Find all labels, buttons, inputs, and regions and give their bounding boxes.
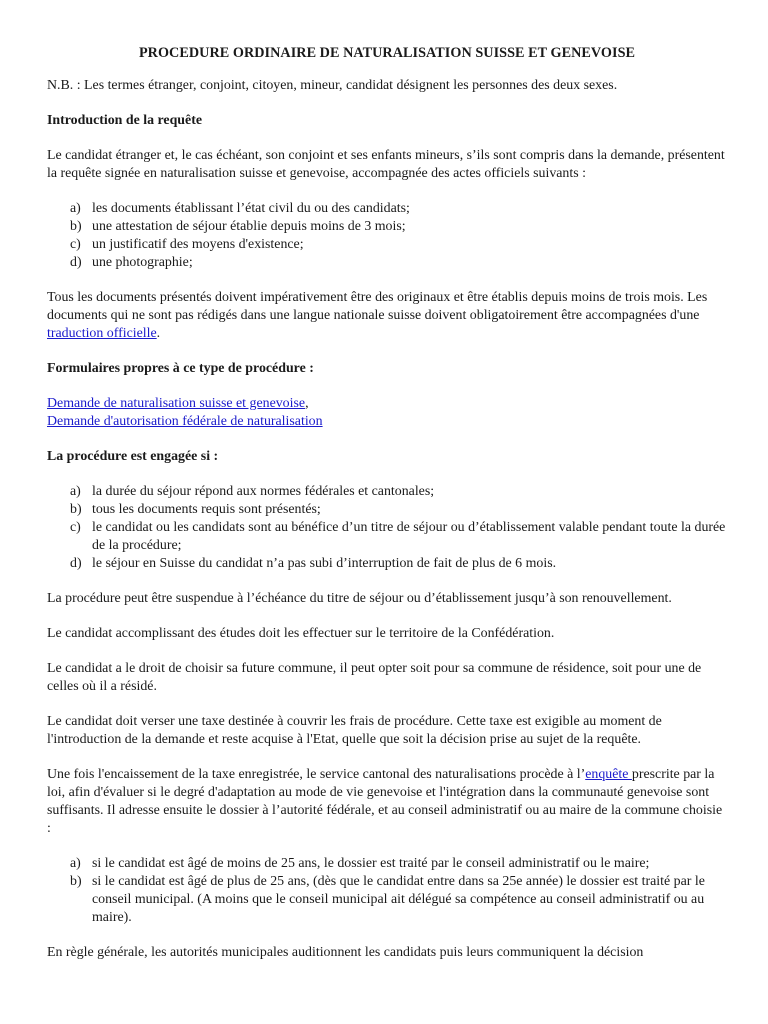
list-item-text: les documents établissant l’état civil du ou des candidats; [92, 201, 410, 216]
list-marker: c) [70, 237, 81, 252]
list-marker: b) [70, 874, 82, 889]
intro-heading: Introduction de la requête [47, 113, 202, 128]
list-marker: b) [70, 219, 82, 234]
list-item [47, 200, 727, 218]
list-item [47, 236, 727, 254]
list-item [47, 519, 727, 555]
document-title: PROCEDURE ORDINAIRE DE NATURALISATION SUISSE ET GENEVOISE [138, 45, 636, 61]
list-item-text: une photographie; [92, 255, 193, 270]
list-item [47, 855, 727, 873]
age-list [47, 855, 727, 927]
list-item-text: le séjour en Suisse du candidat n’a pas subi d’interruption de fait de plus de 6 mois. [92, 556, 557, 571]
list-marker: d) [70, 556, 82, 571]
list-marker: c) [70, 520, 81, 535]
demande-autorisation-federale-link[interactable]: Demande d'autorisation fédérale de naturalisation [47, 414, 323, 429]
documents-end: . [156, 326, 161, 341]
list-item-text: si le candidat est âgé de moins de 25 ans, le dossier est traité par le conseil administratif ou le maire; [92, 856, 650, 871]
commune-paragraph: Le candidat a le droit de choisir sa future commune, il peut opter soit pour sa commune de résidence, soit pour une de celles où il a résidé. [47, 661, 702, 694]
suspend-paragraph: La procédure peut être suspendue à l’échéance du titre de séjour ou d’établissement jusqu’à son renouvellement. [47, 591, 672, 606]
enquete-link[interactable]: enquête [585, 767, 632, 782]
list-marker: d) [70, 255, 82, 270]
form-link-row [47, 413, 727, 431]
documents-text: Tous les documents présentés doivent impérativement être des originaux et être établis depuis moins de trois mois. Les documents qui ne sont pas rédigés dans une langue nationale suisse doivent obligatoirement être accompagnées d'une [47, 290, 708, 323]
list-marker: a) [70, 484, 81, 499]
enquete-text-before: Une fois l'encaissement de la taxe enregistrée, le service cantonal des naturalisations procède à l’ [47, 767, 586, 782]
conditions-list [47, 483, 727, 573]
documents-paragraph [47, 289, 727, 343]
studies-paragraph: Le candidat accomplissant des études doit les effectuer sur le territoire de la Confédération. [47, 626, 555, 641]
intro-paragraph: Le candidat étranger et, le cas échéant, son conjoint et ses enfants mineurs, s’ils sont compris dans la demande, présentent la requête signée en naturalisation suisse et genevoise, accompagnée des actes officiels suivants : [47, 148, 725, 181]
list-item [47, 254, 727, 272]
list-item-text: une attestation de séjour établie depuis moins de 3 mois; [92, 219, 406, 234]
list-item-text: si le candidat est âgé de plus de 25 ans, (dès que le candidat entre dans sa 25e année) le dossier est traité par le conseil municipal. (A moins que le conseil municipal ait délégué sa compétence au conseil administratif ou au maire). [92, 874, 705, 925]
taxe-paragraph: Le candidat doit verser une taxe destinée à couvrir les frais de procédure. Cette taxe est exigible au moment de l'introduction de la demande et reste acquise à l'Etat, quelle que soit la décision prise au sujet de la requête. [47, 714, 662, 747]
form-link-row [47, 395, 727, 413]
list-marker: b) [70, 502, 82, 517]
list-item-text: la durée du séjour répond aux normes fédérales et cantonales; [92, 484, 435, 499]
link-separator: , [305, 396, 309, 411]
enquete-paragraph [47, 766, 727, 838]
required-documents-list [47, 200, 727, 272]
demande-naturalisation-link[interactable]: Demande de naturalisation suisse et genevoise [47, 396, 306, 411]
enquete-text-after: prescrite par la loi, afin d'évaluer si le degré d'adaptation au mode de vie genevoise et l'intégration dans la communauté genevoise sont suffisants. Il adresse ensuite le dossier à l’autorité fédérale, et au conseil administratif ou au maire de la commune choisie : [47, 767, 723, 836]
list-item [47, 501, 727, 519]
list-item-text: le candidat ou les candidats sont au bénéfice d’un titre de séjour ou d’établissement valable pendant toute la durée de la procédure; [92, 520, 726, 553]
list-item-text: un justificatif des moyens d'existence; [92, 237, 304, 252]
list-marker: a) [70, 856, 81, 871]
forms-heading: Formulaires propres à ce type de procédure : [47, 361, 314, 376]
final-paragraph: En règle générale, les autorités municipales auditionnent les candidats puis leurs communiquent la décision [47, 945, 644, 960]
forms-links [47, 395, 727, 431]
list-item [47, 218, 727, 236]
engaged-heading: La procédure est engagée si : [47, 449, 219, 464]
list-item [47, 873, 727, 927]
traduction-officielle-link[interactable]: traduction officielle [47, 326, 157, 341]
list-item [47, 483, 727, 501]
list-item [47, 555, 727, 573]
nb-note: N.B. : Les termes étranger, conjoint, citoyen, mineur, candidat désignent les personnes des deux sexes. [47, 78, 618, 93]
list-marker: a) [70, 201, 81, 216]
list-item-text: tous les documents requis sont présentés; [92, 502, 321, 517]
document-page [47, 44, 727, 979]
